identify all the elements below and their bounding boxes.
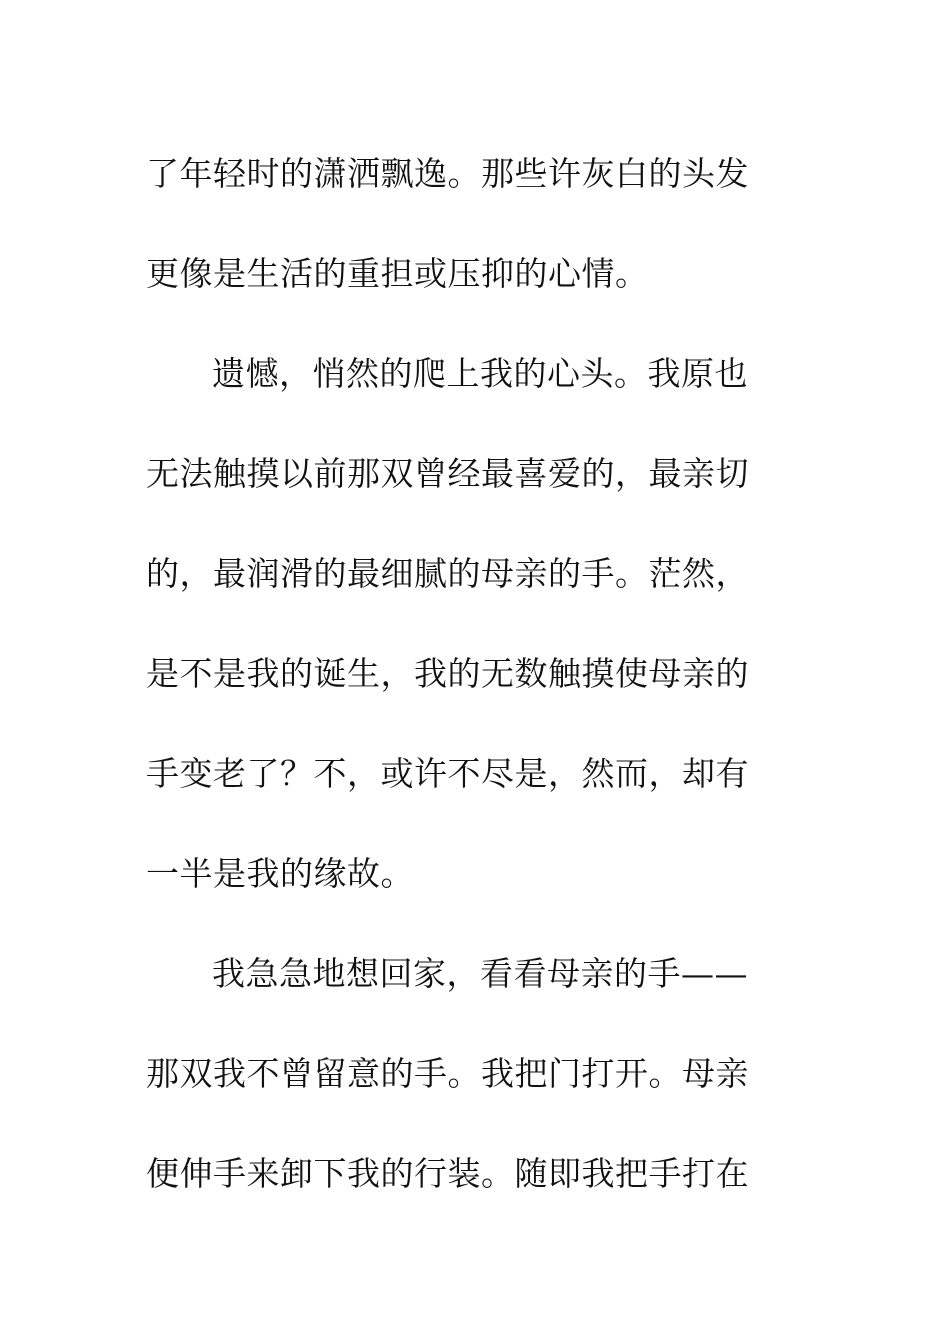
text-line: 我急急地想回家，看看母亲的手——	[212, 954, 748, 993]
text-line: 手变老了？不，或许不尽是，然而，却有	[146, 754, 749, 793]
text-line: 一半是我的缘故。	[146, 854, 414, 893]
text-line: 是不是我的诞生，我的无数触摸使母亲的	[146, 654, 749, 693]
text-line: 那双我不曾留意的手。我把门打开。母亲	[146, 1054, 749, 1093]
text-line: 无法触摸以前那双曾经最喜爱的，最亲切	[146, 454, 749, 493]
text-line: 便伸手来卸下我的行装。随即我把手打在	[146, 1154, 749, 1193]
text-line: 的，最润滑的最细腻的母亲的手。茫然，	[146, 554, 749, 593]
text-line: 更像是生活的重担或压抑的心情。	[146, 254, 649, 293]
text-line: 了年轻时的潇洒飘逸。那些许灰白的头发	[146, 154, 749, 193]
text-line: 遗憾，悄然的爬上我的心头。我原也	[212, 354, 748, 393]
body-text	[146, 124, 806, 1224]
